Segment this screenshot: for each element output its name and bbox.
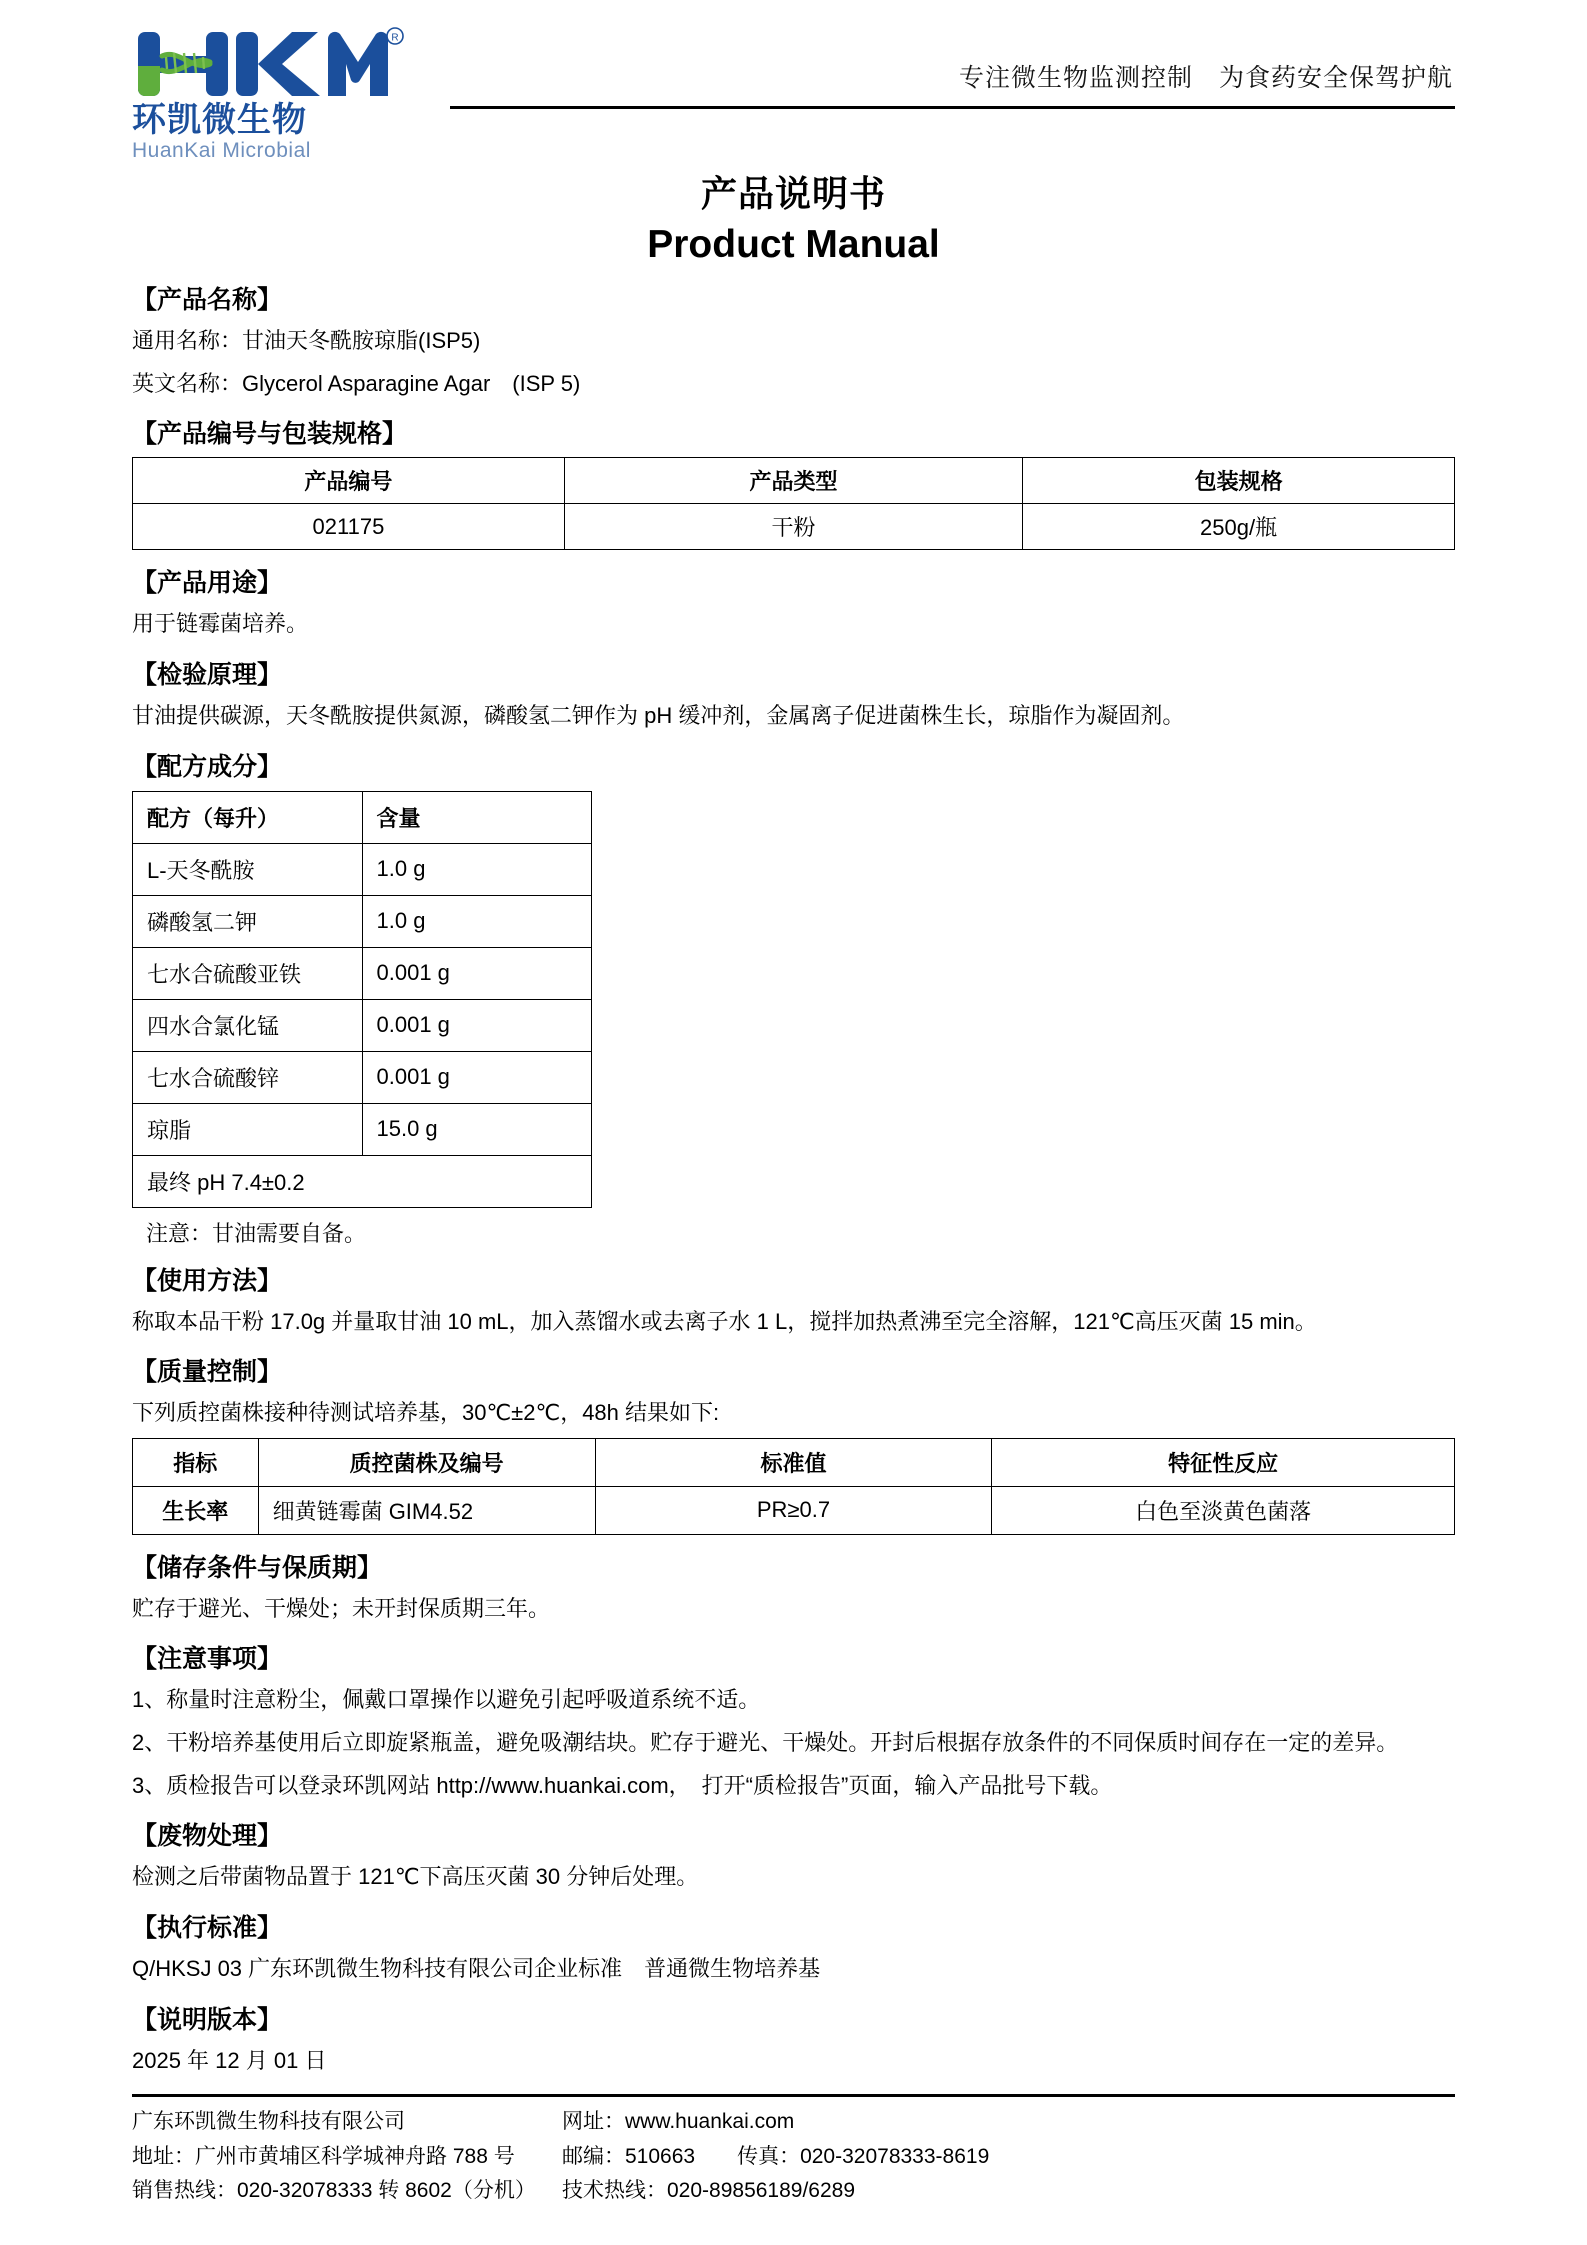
product-generic-name-label: 通用名称： [132,328,243,353]
section-heading-version: 【说明版本】 [132,2005,283,2034]
table-row [133,1051,592,1103]
section-heading-product-code: 【产品编号与包装规格】 [132,420,408,449]
quality-control-table [132,1438,1455,1535]
col-product-type: 产品类型 [564,458,1022,504]
section-heading-waste-disposal: 【废物处理】 [132,1822,283,1851]
cell-amount: 1.0 g [362,843,592,895]
col-characteristic-reaction: 特征性反应 [992,1438,1455,1486]
cell-ingredient: 四水合氯化锰 [133,999,363,1051]
footer-postcode-fax: 邮编：510663 传真：020-32078333-8619 [562,2144,990,2168]
usage-text: 称取本品干粉 17.0g 并量取甘油 10 mL，加入蒸馏水或去离子水 1 L，搅拌加热煮沸至完全溶解，121℃高压灭菌 15 min。 [132,1308,1317,1334]
principle-text: 甘油提供碳源，天冬酰胺提供氮源，磷酸氢二钾作为 pH 缓冲剂，金属离子促进菌株生长，琼脂作为凝固剂。 [132,702,1185,728]
section-heading-product-use: 【产品用途】 [132,569,283,598]
section-heading-principle: 【检验原理】 [132,660,283,689]
footer-website: 网址：www.huankai.com [562,2110,795,2134]
cell-amount: 15.0 g [362,1103,592,1155]
table-row [133,895,592,947]
col-standard-value: 标准值 [595,1438,992,1486]
col-indicator: 指标 [133,1438,259,1486]
table-header-row [133,791,592,843]
col-product-code: 产品编号 [133,458,565,504]
logo-company-name-en: HuanKai Microbial [132,139,311,162]
precaution-item: 2、干粉培养基使用后立即旋紧瓶盖，避免吸潮结块。贮存于避光、干燥处。开封后根据存放条件的不同保质时间存在一定的差异。 [132,1730,1399,1755]
cell-amount: 1.0 g [362,895,592,947]
formula-note: 注意：甘油需要自备。 [146,1220,367,1246]
cell-standard-value: PR≥0.7 [595,1486,992,1534]
product-generic-name-value: 甘油天冬酰胺琼脂(ISP5) [242,328,481,353]
cell-strain: 细黄链霉菌 GIM4.52 [258,1486,595,1534]
cell-amount: 0.001 g [362,999,592,1051]
section-heading-product-name: 【产品名称】 [132,286,283,314]
footer-sales-hotline: 销售热线：020-32078333 转 8602（分机） [132,2179,536,2203]
svg-text:R: R [391,32,399,44]
table-row [133,947,592,999]
page-footer [132,2097,1455,2209]
cell-final-ph: 最终 pH 7.4±0.2 [133,1155,592,1207]
section-heading-standard: 【执行标准】 [132,1913,283,1942]
header-tagline: 专注微生物监测控制 为食药安全保驾护航 [958,64,1453,92]
table-row [133,843,592,895]
version-date: 2025 年 12 月 01 日 [132,2047,327,2073]
section-heading-formula: 【配方成分】 [132,752,283,781]
col-strain: 质控菌株及编号 [258,1438,595,1486]
cell-product-code: 021175 [133,504,565,550]
cell-amount: 0.001 g [362,1051,592,1103]
product-code-table [132,457,1455,550]
storage-text: 贮存于避光、干燥处；未开封保质期三年。 [132,1595,551,1621]
section-heading-storage: 【储存条件与保质期】 [132,1553,383,1582]
cell-ingredient: 七水合硫酸亚铁 [133,947,363,999]
formula-table [132,791,592,1208]
header-right [432,26,1455,109]
precaution-item: 3、质检报告可以登录环凯网站 http://www.huankai.com， 打开“质检报告”页面，输入产品批号下载。 [132,1772,1113,1798]
col-package-spec: 包装规格 [1023,458,1455,504]
product-english-name-label: 英文名称： [132,370,243,396]
product-english-name-row [132,366,1455,402]
standard-text: Q/HKSJ 03 广东环凯微生物科技有限公司企业标准 普通微生物培养基 [132,1955,821,1981]
footer-company-name: 广东环凯微生物科技有限公司 [132,2110,405,2134]
table-row-ph [133,1155,592,1207]
cell-product-type: 干粉 [564,504,1022,550]
footer-column-left [132,2105,562,2209]
cell-ingredient: L-天冬酰胺 [133,843,363,895]
footer-column-right [562,2105,1455,2209]
table-header-row [133,1438,1455,1486]
cell-characteristic-reaction: 白色至淡黄色菌落 [992,1486,1455,1534]
table-header-row [133,458,1455,504]
footer-address: 地址：广州市黄埔区科学城神舟路 788 号 [132,2144,515,2168]
header-divider [450,106,1455,109]
quality-control-intro: 下列质控菌株接种待测试培养基，30℃±2℃，48h 结果如下: [132,1400,720,1426]
product-generic-name-row [132,323,1455,359]
page-title-en: Product Manual [647,223,940,266]
cell-package-spec: 250g/瓶 [1023,504,1455,550]
section-heading-precautions: 【注意事项】 [132,1645,283,1674]
col-formula-ingredient: 配方（每升） [133,791,363,843]
col-formula-amount: 含量 [362,791,592,843]
precaution-item: 1、称量时注意粉尘，佩戴口罩操作以避免引起呼吸道系统不适。 [132,1687,761,1713]
waste-disposal-text: 检测之后带菌物品置于 121℃下高压灭菌 30 分钟后处理。 [132,1864,699,1890]
product-use-text: 用于链霉菌培养。 [132,611,309,637]
page-header [132,0,1455,162]
cell-ingredient: 磷酸氢二钾 [133,895,363,947]
cell-indicator: 生长率 [133,1486,259,1534]
cell-amount: 0.001 g [362,947,592,999]
table-row [133,1103,592,1155]
hkm-logo-icon [132,26,404,102]
table-row [133,999,592,1051]
page-title-cn: 产品说明书 [700,173,886,214]
product-english-name-value: Glycerol Asparagine Agar (ISP 5) [242,370,581,396]
section-heading-usage: 【使用方法】 [132,1266,283,1295]
cell-ingredient: 七水合硫酸锌 [133,1051,363,1103]
footer-tech-hotline: 技术热线：020-89856189/6289 [562,2179,856,2203]
company-logo [132,26,432,162]
section-heading-quality-control: 【质量控制】 [132,1358,283,1387]
cell-ingredient: 琼脂 [133,1103,363,1155]
table-row [133,1486,1455,1534]
table-row [133,504,1455,550]
logo-company-name-cn: 环凯微生物 [132,101,307,139]
